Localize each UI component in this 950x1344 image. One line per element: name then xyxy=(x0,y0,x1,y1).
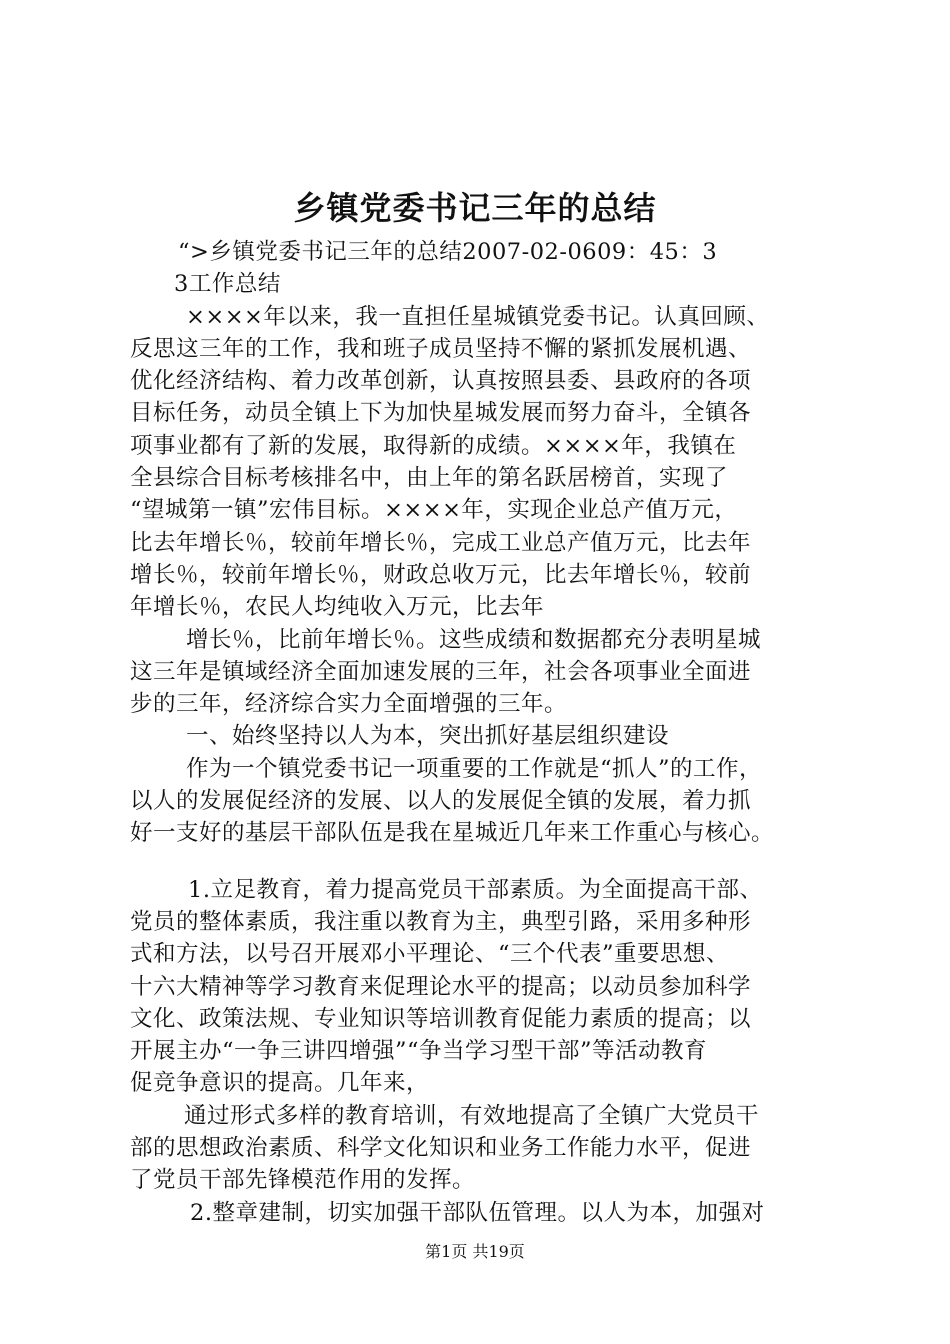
text-line: 促竞争意识的提高。几年来， xyxy=(130,1070,430,1097)
text-line: 目标任务，动员全镇上下为加快星城发展而努力奋斗，全镇各 xyxy=(130,400,752,427)
text-line: 这三年是镇域经济全面加速发展的三年，社会各项事业全面进 xyxy=(130,658,752,685)
text-line: 式和方法，以号召开展邓小平理论、“三个代表”重要思想、 xyxy=(130,941,730,968)
text-line: 增长％，较前年增长％，财政总收万元，比去年增长％，较前 xyxy=(130,561,752,588)
text-line: 作为一个镇党委书记一项重要的工作就是“抓人”的工作， xyxy=(186,755,763,782)
text-line: ××××年以来，我一直担任星城镇党委书记。认真回顾、 xyxy=(186,303,770,330)
document-body xyxy=(130,236,830,1229)
text-line: 好一支好的基层干部队伍是我在星城近几年来工作重心与核心。 xyxy=(130,820,775,847)
text-line: 2.整章建制，切实加强干部队伍管理。以人为本，加强对 xyxy=(190,1199,765,1226)
text-line: 开展主办“一争三讲四增强”“争当学习型干部”等活动教育 xyxy=(130,1038,708,1065)
paragraph-gap xyxy=(130,850,830,874)
text-line: 十六大精神等学习教育来促理论水平的提高；以动员参加科学 xyxy=(130,973,752,1000)
text-line: 优化经济结构、着力改革创新，认真按照县委、县政府的各项 xyxy=(130,368,752,395)
text-line: 以人的发展促经济的发展、以人的发展促全镇的发展，着力抓 xyxy=(130,788,752,815)
text-line: 了党员干部先锋模范作用的发挥。 xyxy=(130,1167,476,1194)
text-line: “>乡镇党委书记三年的总结2007-02-0609：45：3 xyxy=(178,239,718,265)
page-footer: 第1页 共19页 xyxy=(425,1242,525,1261)
text-line: “望城第一镇”宏伟目标。××××年，实现企业总产值万元， xyxy=(130,497,738,524)
text-line: 部的思想政治素质、科学文化知识和业务工作能力水平，促进 xyxy=(130,1135,752,1162)
text-line: 反思这三年的工作，我和班子成员坚持不懈的紧抓发展机遇、 xyxy=(130,335,752,362)
text-line: 项事业都有了新的发展，取得新的成绩。××××年，我镇在 xyxy=(130,432,737,459)
document-title: 乡镇党委书记三年的总结 xyxy=(293,189,657,227)
text-line: 通过形式多样的教育培训，有效地提高了全镇广大党员干 xyxy=(184,1102,760,1129)
text-line: 党员的整体素质，我注重以教育为主，典型引路，采用多种形 xyxy=(130,908,752,935)
text-line: 增长％，比前年增长％。这些成绩和数据都充分表明星城 xyxy=(186,626,762,653)
text-line: 全县综合目标考核排名中，由上年的第名跃居榜首，实现了 xyxy=(130,465,729,492)
text-line: 1.立足教育，着力提高党员干部素质。为全面提高干部、 xyxy=(188,876,763,903)
text-line: 文化、政策法规、专业知识等培训教育促能力素质的提高；以 xyxy=(130,1005,752,1032)
text-line: 步的三年，经济综合实力全面增强的三年。 xyxy=(130,691,568,718)
section-heading: 一、始终坚持以人为本，突出抓好基层组织建设 xyxy=(186,723,670,750)
text-line: 年增长％，农民人均纯收入万元，比去年 xyxy=(130,594,545,621)
text-line: 比去年增长％，较前年增长％，完成工业总产值万元，比去年 xyxy=(130,529,752,556)
text-line: 3工作总结 xyxy=(174,271,281,298)
